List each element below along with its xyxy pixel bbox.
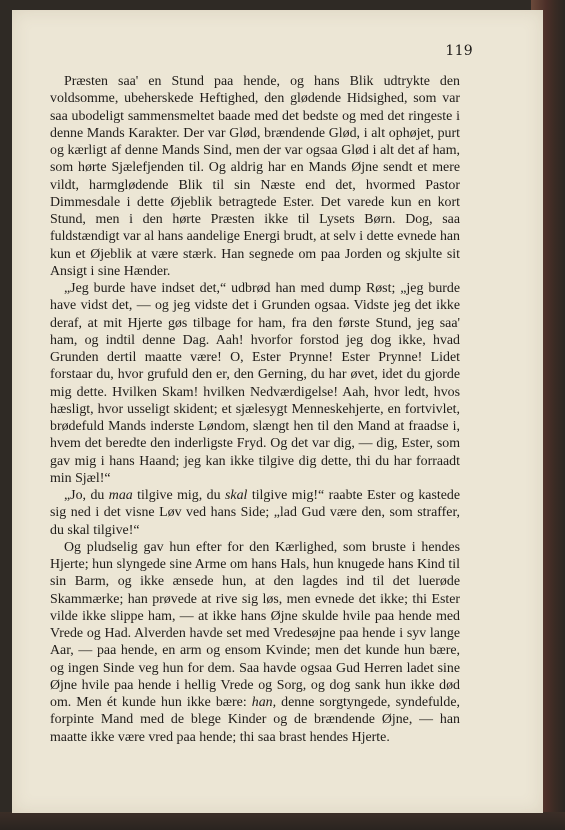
book-page: [12, 10, 543, 813]
paragraph: [50, 73, 460, 280]
italic-text-run: han,: [251, 695, 277, 710]
text-run: „Jeg burde have indset det,“ udbrød han med dump Røst; „jeg burde have vidst det, — og jeg vidste det i Grunden ogsaa. Vidste jeg det ikke deraf, at mit Hjerte gøs tilbage for ham, fra den første Stund, jeg saa' ham, og indtil denne Dag. Aah! hvorfor forstod jeg dog ikke, hvad Grunden dertil maatte være! O, Ester Prynne! Ester Prynne! Lidet forstaar du, hvor grufuld den er, den Gerning, du har øvet, idet du gjorde mig dette. Hvilken Skam! hvilken Nedværdigelse! Aah, hvor ledt, hvos hæsligt, hvor usseligt skident; et sjælesygt Menneskehjerte, en fortvivlet, brødefuld Mands inderste Løndom, slængt hen til den Mand at fraadse i, hvem det beredte den inderligste Fryd. Og det var dig, — dig, Ester, som gav mig i hans Haand; jeg kan ikke tilgive dig dette, thi du har forraadt min Sjæl!“: [50, 281, 460, 486]
text-run: tilgive mig, du: [132, 488, 225, 503]
text-run: Og pludselig gav hun efter for den Kærlighed, som bruste i hendes Hjerte; hun slyngede sine Arme om hans Hals, hun knugede hans Kind til sin Barm, og ikke ænsede hun, at den lagdes ind til det luerøde Skammærke; han prøvede at rive sig løs, men evnede det ikke; thi Ester vilde ikke slippe ham, — at ikke hans Øjne skulde hvile paa hende med Vrede og Had. Alverden havde set med Vredesøjne paa hende i syv lange Aar, — paa hende, en arm og ensom Kvinde; men det kunde hun bære, og ingen Sinde veg hun for dem. Saa havde ogsaa Gud Herren ladet sine Øjne hvile paa hende i hellig Vrede og Sorg, og dog sank hun ikke død om. Men ét kunde hun ikke bære:: [50, 539, 460, 710]
text-run: Præsten saa' en Stund paa hende, og hans Blik udtrykte den voldsomme, ubeherskede Heftighed, den glødende Hidsighed, som var saa ubodeligt sammensmeltet baade med det bedste og med det ringeste i denne Mands Karakter. Der var Glød, brændende Glød, i alt ophøjet, purt og kærligt af denne Mands Sind, men der var ogsaa Glød i alt det af ham, som hørte Sjælefjenden til. Og aldrig har en Mands Øjne sendt et mere vildt, harmglødende Blik til sin Næste end det, hvormed Pastor Dimmesdale i dette Øjeblik betragtede Ester. Det varede kun en kort Stund, men i den hørte Præsten ikke til Lysets Børn. Dog, saa fuldstændigt var al hans aandelige Energi brudt, at selv i dette evnede han kun et Øjeblik at være stærk. Han segnede om paa Jorden og skjulte sit Ansigt i sine Hænder.: [50, 74, 460, 279]
text-run: „Jo, du: [64, 488, 109, 503]
text-run: tilgive mig!“ raabte Ester og kastede sig ned i det visne Løv ved hans Side; „lad Gud være den, som straffer, du skal tilgive!“: [50, 488, 460, 538]
body-text: [50, 73, 460, 746]
paragraph: [50, 487, 460, 539]
italic-text-run: maa: [108, 488, 133, 503]
scan-border: [0, 812, 565, 830]
italic-text-run: skal: [225, 488, 248, 503]
text-run: denne sorgtyngede, syndefulde, forpinte Mand med de blege Kinder og de brændende Øjne, — han maatte ikke være vred paa hende; thi saa brast hendes Hjerte.: [50, 695, 460, 745]
paragraph: [50, 539, 460, 746]
page-number: 119: [445, 43, 473, 59]
paragraph: [50, 280, 460, 487]
